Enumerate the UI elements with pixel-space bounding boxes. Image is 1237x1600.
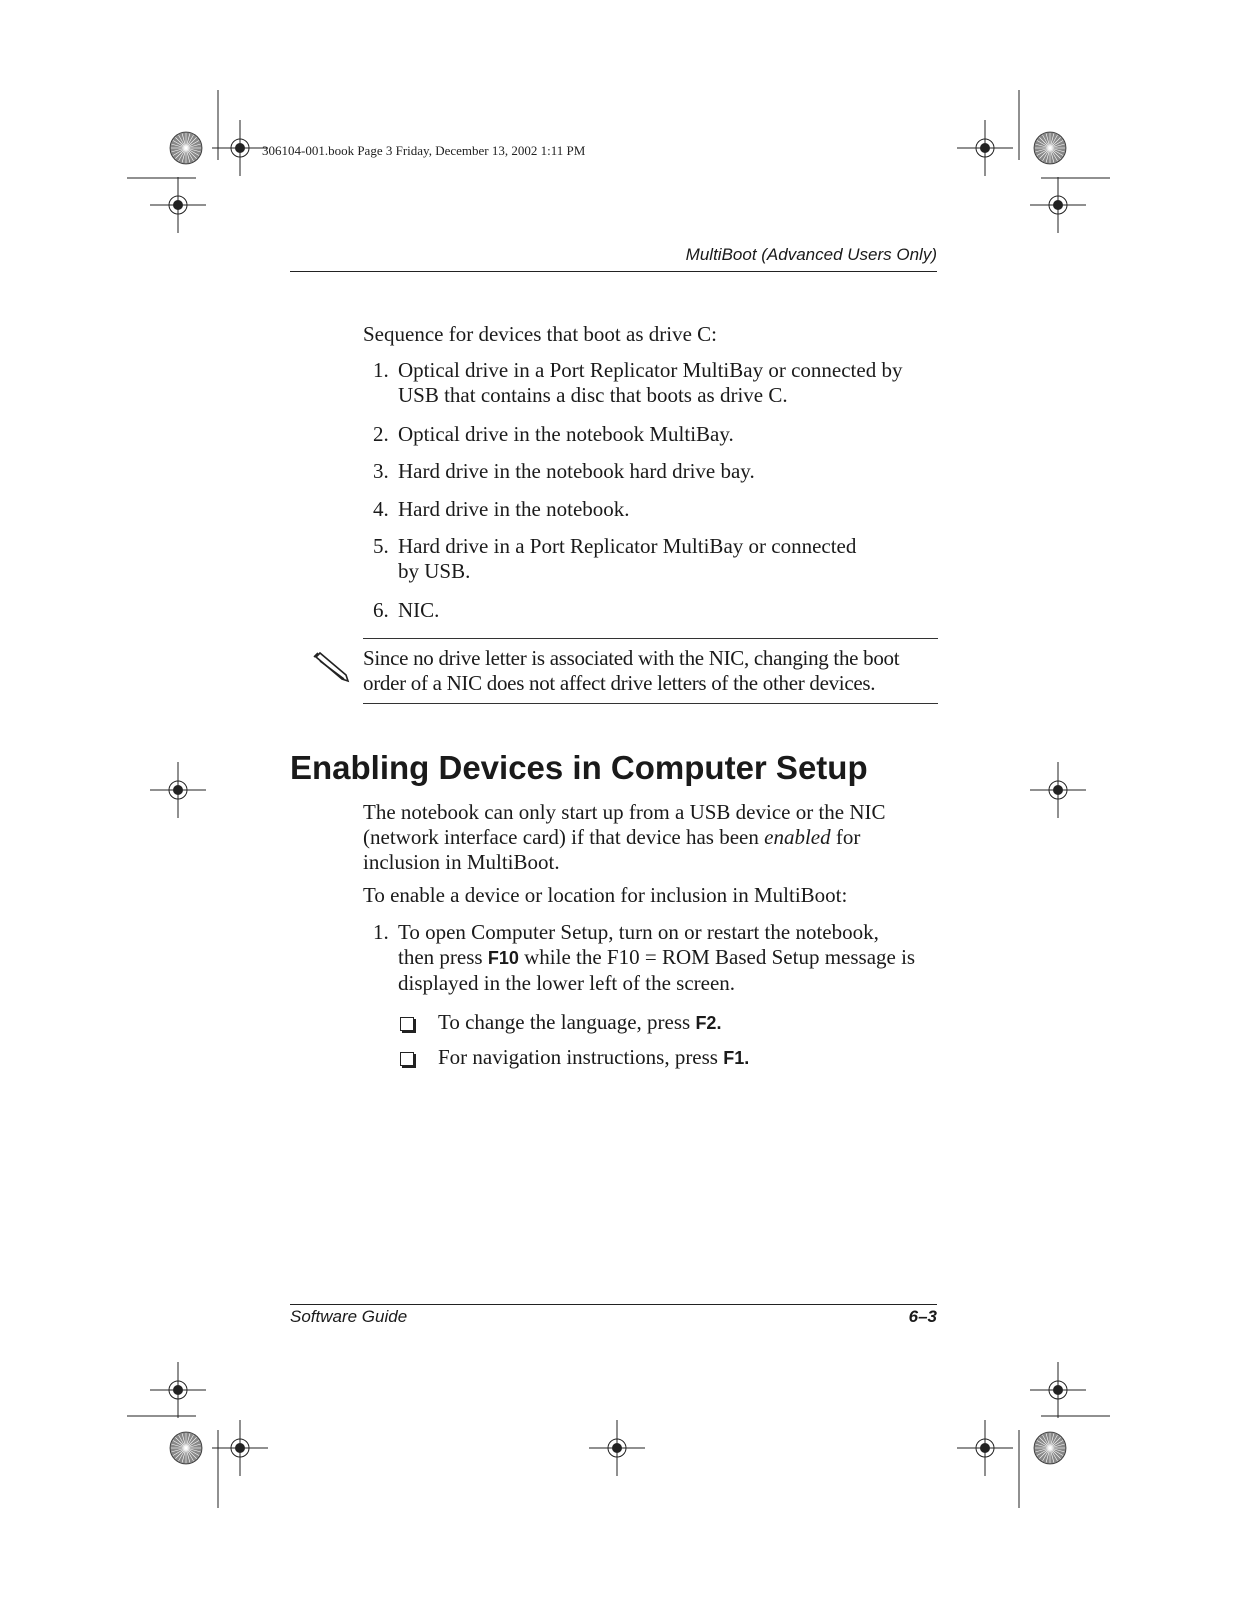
- step-text: then press: [398, 945, 488, 969]
- para-line: inclusion in MultiBoot.: [363, 850, 560, 874]
- item-number: 2.: [373, 422, 389, 446]
- header-rule: [290, 271, 937, 272]
- item-text: Optical drive in the notebook MultiBay.: [398, 422, 734, 446]
- key-label: F2.: [695, 1013, 722, 1033]
- footer-title: Software Guide: [290, 1307, 408, 1326]
- para-line: The notebook can only start up from a USB device or the NIC: [363, 800, 886, 824]
- sequence-intro: Sequence for devices that boot as drive C:: [363, 322, 717, 346]
- item-number: 4.: [373, 497, 389, 521]
- note-bottom-rule: [363, 703, 938, 704]
- section-title: Enabling Devices in Computer Setup: [290, 749, 868, 786]
- item-text-cont: by USB.: [398, 559, 471, 583]
- footer-rule: [290, 1304, 937, 1305]
- para-line: (network interface card) if that device has been: [363, 825, 765, 849]
- print-slug: 306104-001.book Page 3 Friday, December 13, 2002 1:11 PM: [262, 143, 586, 158]
- bullet-text: To change the language, press: [438, 1010, 696, 1034]
- bullet-item: [400, 1010, 940, 1036]
- key-label: F10: [487, 948, 519, 968]
- note-line: Since no drive letter is associated with the NIC, changing the boot: [363, 646, 900, 670]
- page-number: 6–3: [908, 1307, 937, 1326]
- checkbox-bullet-icon: [400, 1052, 414, 1066]
- item-text: Hard drive in the notebook hard drive bay.: [398, 459, 755, 483]
- list-item: [373, 534, 938, 584]
- note-text: [363, 646, 943, 696]
- list-item: [373, 459, 938, 484]
- step-text: while the F10 = ROM Based Setup message is: [518, 945, 916, 969]
- list-item: [373, 598, 938, 623]
- item-number: 5.: [373, 534, 389, 558]
- item-text: Optical drive in a Port Replicator MultiBay or connected by: [398, 358, 903, 382]
- note-top-rule: [363, 638, 938, 639]
- key-label: F1.: [723, 1048, 750, 1068]
- item-text: Hard drive in the notebook.: [398, 497, 630, 521]
- para-line: for: [830, 825, 861, 849]
- list-item: [373, 497, 938, 522]
- running-head: MultiBoot (Advanced Users Only): [685, 245, 937, 264]
- paragraph: [363, 800, 938, 875]
- step-text: To open Computer Setup, turn on or restart the notebook,: [398, 920, 879, 944]
- emphasis: enabled: [764, 825, 831, 849]
- item-text: Hard drive in a Port Replicator MultiBay or connected: [398, 534, 857, 558]
- list-item: [373, 358, 938, 408]
- bullet-text: For navigation instructions, press: [438, 1045, 724, 1069]
- item-text: NIC.: [398, 598, 440, 622]
- paragraph: To enable a device or location for inclusion in MultiBoot:: [363, 883, 848, 907]
- step-item: [373, 920, 938, 996]
- item-text-cont: USB that contains a disc that boots as drive C.: [398, 383, 788, 407]
- step-number: 1.: [373, 920, 389, 944]
- list-item: [373, 422, 938, 447]
- item-number: 6.: [373, 598, 389, 622]
- note-line: order of a NIC does not affect drive letters of the other devices.: [363, 671, 876, 695]
- pencil-note-icon: [312, 651, 356, 687]
- checkbox-bullet-icon: [400, 1017, 414, 1031]
- bullet-item: [400, 1045, 940, 1071]
- step-text: displayed in the lower left of the screen.: [398, 971, 736, 995]
- item-number: 1.: [373, 358, 389, 382]
- item-number: 3.: [373, 459, 389, 483]
